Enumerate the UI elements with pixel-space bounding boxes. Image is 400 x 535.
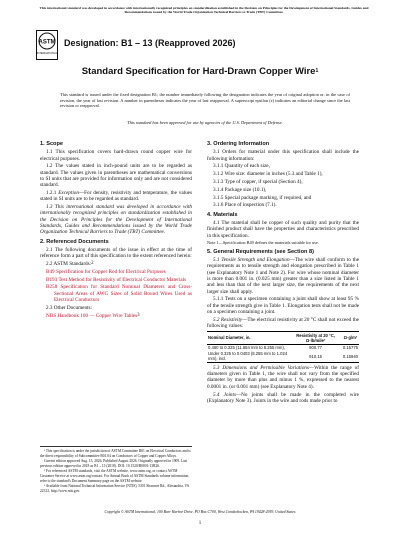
para-5-4-title: 5.4 Joints <box>213 391 236 398</box>
para-5-2-title: 5.2 Resistivity <box>213 316 243 323</box>
cell-diameter: 0.460 to 0.325 (11.684 mm to 8.255 mm), <box>208 345 285 351</box>
para-5-2 <box>207 317 359 330</box>
footnote-2: ² For referenced ASTM standards, visit the ASTM website, www.astm.org, or contact ASTM Customer Service at www.astm.org/contact. For Annual Book of ASTM Standards volume information, refer to the standard's Document Summary page on the ASTM website. <box>40 469 190 483</box>
col-resistivity-si-header: Ω·g/m² <box>343 335 358 341</box>
para-5-3-title: 5.3 Dimensions and Permissible Variations <box>213 364 309 371</box>
para-2-3: 2.3 Other Documents: <box>46 304 92 311</box>
para-5-3 <box>207 365 359 390</box>
section-4-heading: 4. Materials <box>207 211 238 218</box>
ref-b49 <box>40 269 192 275</box>
astm-standards-label: 2.2 ASTM Standards: <box>46 261 92 268</box>
svg-text:INTERNATIONAL: INTERNATIONAL <box>36 52 58 55</box>
order-item-6: 3.1.6 Place of inspection (7.1). <box>213 202 277 209</box>
copyright-line: Copyright © ASTM International, 100 Barr Harbor Drive, PO Box C700, West Conshohocken, PA 19428-2959. United States <box>104 510 296 514</box>
para-1-2: 1.2 The values stated in inch-pound units are to be regarded as standard. The values given in parentheses are mathematical conversions to SI units that are provided for information only and are not considered standard. <box>40 163 192 189</box>
cell-diameter: Under 0.325 to 0.0403 (8.255 mm to 1.024 mm), incl. <box>208 351 288 362</box>
para-5-2-text: —The electrical resistivity at 20 °C shall not exceed the following values: <box>207 316 359 330</box>
section-5-heading: 5. General Requirements (see Section 8) <box>207 248 314 255</box>
table-row <box>207 351 359 363</box>
col-diameter-header: Nominal Diameter, in. <box>208 335 251 341</box>
para-1-2-1-text: —For density, resistivity and temperature, the values stated in SI units are to be regarded as standard. <box>40 190 193 203</box>
ref-nbs-link[interactable]: NBS Handbook 100 — Copper Wire Tables <box>46 312 138 319</box>
standard-issue-note: This standard is issued under the fixed designation B1; the number immediately following the designation indicates the year of original adoption or, in the case of revision, the year of last revision. A number in parentheses indicates the year of last reapproval. A superscript epsilon (ε) indicates an editorial change since the last revision or reapproval. <box>60 92 350 109</box>
section-2-heading: 2. Referenced Documents <box>40 238 109 245</box>
left-column <box>40 138 192 320</box>
footnote-mark-2: 2 <box>91 261 94 267</box>
para-5-1-1: 5.1.1 Tests on a specimen containing a joint shall show at least 95 % of the tensile strength give in Table 1. Elongation tests shall not be made on a specimen containing a joint. <box>207 296 359 315</box>
para-5-4-text: —No joints shall be made in the completed wire (Explanatory Note 3). Joints in the wire and rods made prior to <box>207 391 359 404</box>
footnote-1-edition: Current edition approved Aug. 15, 2026. Published August 2026. Originally approved in 1909. Last previous edition approved in 2018 as B1 – 13 (2018). DOI: 10.1520/B0001-13R26. <box>40 459 188 468</box>
para-1-2-1-exception: Exception <box>58 190 79 197</box>
ref-b193-link[interactable]: B193 Test Method for Resistivity of Electrical Conductor Materials <box>46 276 187 283</box>
ref-b258-link[interactable]: B258 Specification for Standard Nominal Diameters and Cross-Sectional Areas of AWG Sizes of Solid Round Wires Used as Electrical Conductors <box>46 284 192 304</box>
title-text: Standard Specification for Hard-Drawn Copper Wire <box>81 66 316 77</box>
document-title <box>40 66 360 77</box>
resistivity-table <box>207 331 359 363</box>
cell-resistivity: 900.77 <box>309 345 322 351</box>
title-footnote-mark: 1 <box>315 68 319 74</box>
order-item-4: 3.1.4 Package size (10.1), <box>213 186 267 193</box>
page-number: 1 <box>198 521 202 526</box>
note-1: Note 1—Specification B49 defines the materials suitable for use. <box>207 240 319 246</box>
ref-nbs-handbook <box>40 313 192 319</box>
ref-b193 <box>40 277 192 283</box>
para-3-1: 3.1 Orders for material under this specification shall include the following information: <box>207 149 359 162</box>
cell-resistivity: 910.15 <box>309 353 322 359</box>
cell-resistivity-si: 0.15940 <box>342 353 358 359</box>
footnotes <box>40 446 192 494</box>
para-2-2 <box>40 261 192 267</box>
tbt-notice: This international standard was developed in accordance with internationally recognized principles on standardization established in the Decision on Principles for the Development of International Standards, Guides and Recommendations issued by the World Trade Organization Technical Barriers to Trade (TBT) Committee. <box>39 6 369 15</box>
section-3-heading: 3. Ordering Information <box>207 141 270 147</box>
para-1-3: 1.3 This international standard was developed in accordance with internationally recognized principles on standardization established in the Decision on Principles for the Development of International Standards, Guides and Recommendations issued by the World Trade Organization Technical Barriers to Trade (TBT) Committee. <box>40 204 192 236</box>
designation: Designation: B1 – 13 (Reapproved 2026) <box>64 38 236 48</box>
cell-resistivity-si: 0.15775 <box>342 345 358 351</box>
ref-b258 <box>40 284 192 303</box>
astm-logo <box>36 30 58 60</box>
order-item-1: 3.1.1 Quantity of each size, <box>213 163 270 170</box>
dod-approval-note: This standard has been approved for use by agencies of the U.S. Department of Defense. <box>127 120 283 125</box>
right-column <box>207 138 359 406</box>
order-item-2: 3.1.2 Wire size: diameter in inches (5.3 and Table 1), <box>213 171 323 178</box>
para-1-2-1-number: 1.2.1 <box>46 190 59 197</box>
para-1-2-1 <box>40 190 192 203</box>
para-5-1 <box>207 257 359 295</box>
ref-b49-link[interactable]: B49 Specification for Copper Rod for Electrical Purposes <box>46 268 166 275</box>
order-item-5: 3.1.5 Special package marking, if required, and <box>213 194 312 201</box>
para-5-1-title: 5.1 Tensile Strength and Elongation <box>213 257 290 264</box>
footnote-3: ³ Available from National Technical Information Service (NTIS), 5301 Shawnee Rd., Alexandria, VA 22312, http://www.ntis.gov. <box>40 484 190 493</box>
col-resistivity-header: Resistivity at 20 °C, Ω·lb/mile² <box>296 332 335 343</box>
para-4-1: 4.1 The material shall be copper of such quality and purity that the finished product shall have the properties and characteristics prescribed in this specification. <box>207 219 359 239</box>
para-5-1-text: —The wire shall conform to the requirements as to tensile strength and elongation prescribed in Table 1 (see Explanatory Note 1 and Note 2). For wire whose nominal diameter is more than 0.001 in. (0.025 mm) greater than a size listed in Table 1 and less than that of the next larger size, the requirements of the next larger size shall apply. <box>207 257 359 295</box>
order-item-3: 3.1.3 Type of copper, if special (Section 4), <box>213 178 303 185</box>
footnote-mark-3: 3 <box>137 312 140 318</box>
section-1-heading: 1. Scope <box>40 141 64 147</box>
para-5-4 <box>207 392 359 405</box>
table-row <box>207 344 359 351</box>
para-2-1: 2.1 The following documents of the issue in effect at the time of reference form a part of this specification to the extent referenced herein: <box>40 246 192 260</box>
footnote-1: ¹ This specification is under the jurisdiction of ASTM Committee B01 on Electrical Conductors and is the direct responsibility of Subcommittee B01.04 on Conductors of Copper and Copper Alloys. <box>40 449 191 458</box>
para-5-3-text: —Within the range of diameters given in Table 1, the wire shall not vary from the specified diameter by more than plus and minus 1 %, expressed to the nearest 0.0001 in. (or 0.001 mm) (see Explanatory Note 4). <box>207 364 359 390</box>
svg-text:ASTM: ASTM <box>38 39 56 46</box>
para-1-1: 1.1 This specification covers hard-drawn round copper wire for electrical purposes. <box>40 149 192 162</box>
table-header-row <box>207 332 359 344</box>
